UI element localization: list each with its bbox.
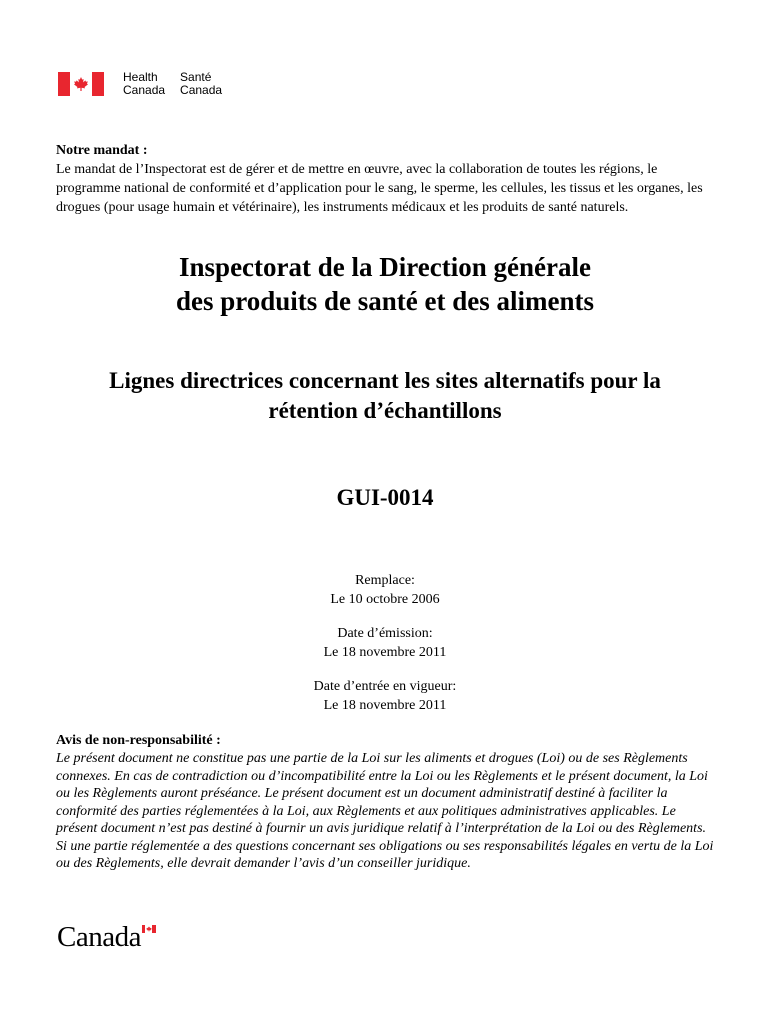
- date-group-replaces: [0, 571, 770, 609]
- disclaimer-section: [56, 732, 718, 873]
- date-group-issued: [0, 624, 770, 662]
- document-title: Lignes directrices concernant les sites alternatifs pour la rétention d’échantillons: [109, 368, 661, 423]
- department-name-en: Health Canada: [123, 70, 166, 97]
- date-value: Le 18 novembre 2011: [323, 698, 447, 713]
- mandate-text: Le mandat de l’Inspectorat est de gérer et de mettre en œuvre, avec la collaboration de toutes les régions, le programme national de conformité et d’application pour le sang, le sperme, les cellules, les tissus et les organes, les drogues (pour usage humain et vétérinaire), les instruments médicaux et les produits de santé naturels.: [56, 162, 703, 215]
- disclaimer-heading: Avis de non-responsabilité :: [56, 733, 221, 748]
- department-name-fr: Santé Canada: [180, 70, 223, 97]
- date-value: Le 18 novembre 2011: [323, 645, 447, 660]
- date-label: Date d’émission:: [337, 626, 433, 641]
- canada-wordmark: [57, 922, 156, 952]
- federal-identity-header: [58, 72, 222, 97]
- maple-leaf-flag-icon: [58, 72, 104, 96]
- date-value: Le 10 octobre 2006: [330, 592, 440, 607]
- date-label: Remplace:: [355, 573, 415, 588]
- mandate-heading: Notre mandat :: [56, 143, 148, 158]
- document-dates: [0, 571, 770, 730]
- date-group-effective: [0, 677, 770, 715]
- organization-title: Inspectorat de la Direction générale des produits de santé et des aliments: [175, 252, 595, 316]
- document-code: GUI-0014: [336, 485, 434, 510]
- date-label: Date d’entrée en vigueur:: [313, 679, 457, 694]
- canada-wordmark-text: Canada: [57, 921, 141, 953]
- disclaimer-text: Le présent document ne constitue pas une partie de la Loi sur les aliments et drogues (Loi) ou de ses Règlements connexes. En cas de contradiction ou d’incompatibilité entre la Loi ou les Règlements et le présent document, la Loi ou les Règlements auront préséance. Le présent document est un document administratif destiné à faciliter la conformité des parties réglementées à la Loi, aux Règlements et aux politiques administratives applicables. Le présent document n’est pas destiné à fournir un avis juridique relatif à l’interprétation de la Loi ou des Règlements. Si une partie réglementée a des questions concernant ses obligations ou ses responsabilités légales en vertu de la Loi ou des Règlements, elle devrait demander l’avis d’un conseiller juridique.: [56, 751, 714, 871]
- wordmark-flag-icon: [142, 925, 156, 933]
- mandate-section: [56, 141, 718, 217]
